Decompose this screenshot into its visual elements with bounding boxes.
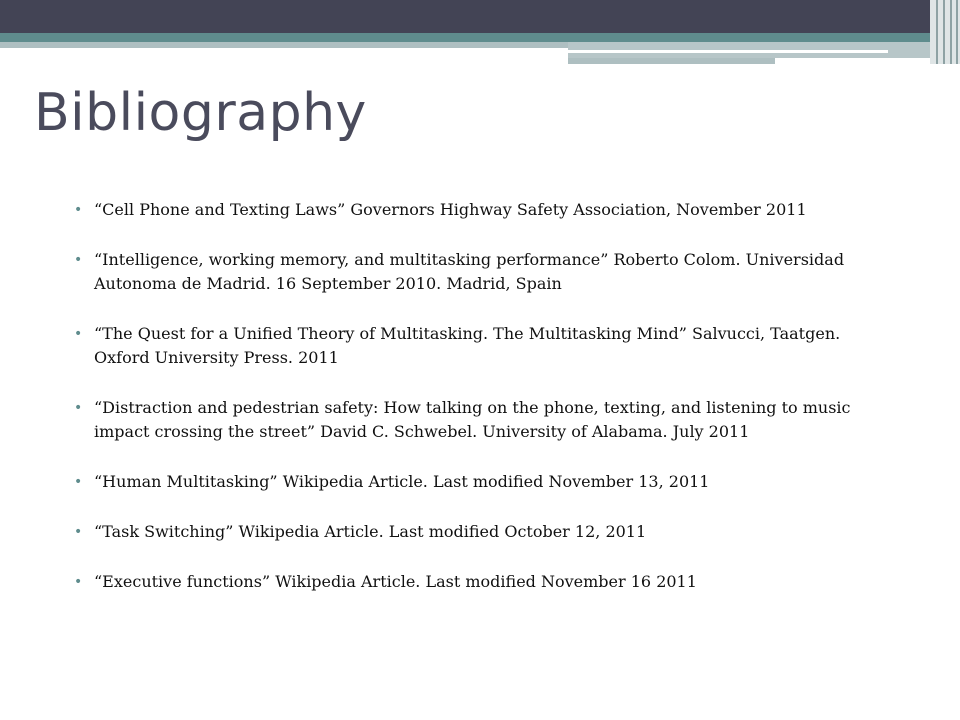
bullet-icon: • — [74, 202, 83, 218]
bullet-icon: • — [74, 474, 83, 490]
reference-text: “Cell Phone and Texting Laws” Governors Highway Safety Association, November 2011 — [94, 200, 807, 219]
reference-text: “The Quest for a Unified Theory of Multitasking. The Multitasking Mind” Salvucci, Taatgen. Oxford University Press. 2011 — [94, 324, 841, 367]
header-corner-ornament — [930, 0, 960, 64]
header-divider-line — [568, 50, 888, 53]
bullet-icon: • — [74, 574, 83, 590]
reference-item — [74, 198, 884, 222]
reference-text: “Executive functions” Wikipedia Article. Last modified November 16 2011 — [94, 572, 697, 591]
reference-list — [74, 198, 884, 620]
reference-text: “Human Multitasking” Wikipedia Article. Last modified November 13, 2011 — [94, 472, 710, 491]
header-band — [0, 0, 960, 33]
bullet-icon: • — [74, 400, 83, 416]
reference-text: “Task Switching” Wikipedia Article. Last modified October 12, 2011 — [94, 522, 647, 541]
reference-text: “Distraction and pedestrian safety: How talking on the phone, texting, and listening to music impact crossing the street” David C. Schwebel. University of Alabama. July 2011 — [94, 398, 851, 441]
reference-item — [74, 322, 884, 370]
corner-line — [950, 0, 952, 64]
slide-title: Bibliography — [34, 83, 367, 143]
header-light-stripe-lower — [568, 58, 775, 64]
header-accent-stripe — [0, 33, 960, 42]
header-light-stripe — [0, 42, 568, 48]
reference-item — [74, 248, 884, 296]
corner-line — [943, 0, 945, 64]
reference-item — [74, 570, 884, 594]
reference-text: “Intelligence, working memory, and multitasking performance” Roberto Colom. Universidad Autonoma de Madrid. 16 September 2010. Madrid, Spain — [94, 250, 845, 293]
reference-item — [74, 520, 884, 544]
bullet-icon: • — [74, 326, 83, 342]
reference-item — [74, 396, 884, 444]
corner-line — [936, 0, 938, 64]
bullet-icon: • — [74, 524, 83, 540]
bullet-icon: • — [74, 252, 83, 268]
corner-line — [956, 0, 958, 64]
reference-item — [74, 470, 884, 494]
